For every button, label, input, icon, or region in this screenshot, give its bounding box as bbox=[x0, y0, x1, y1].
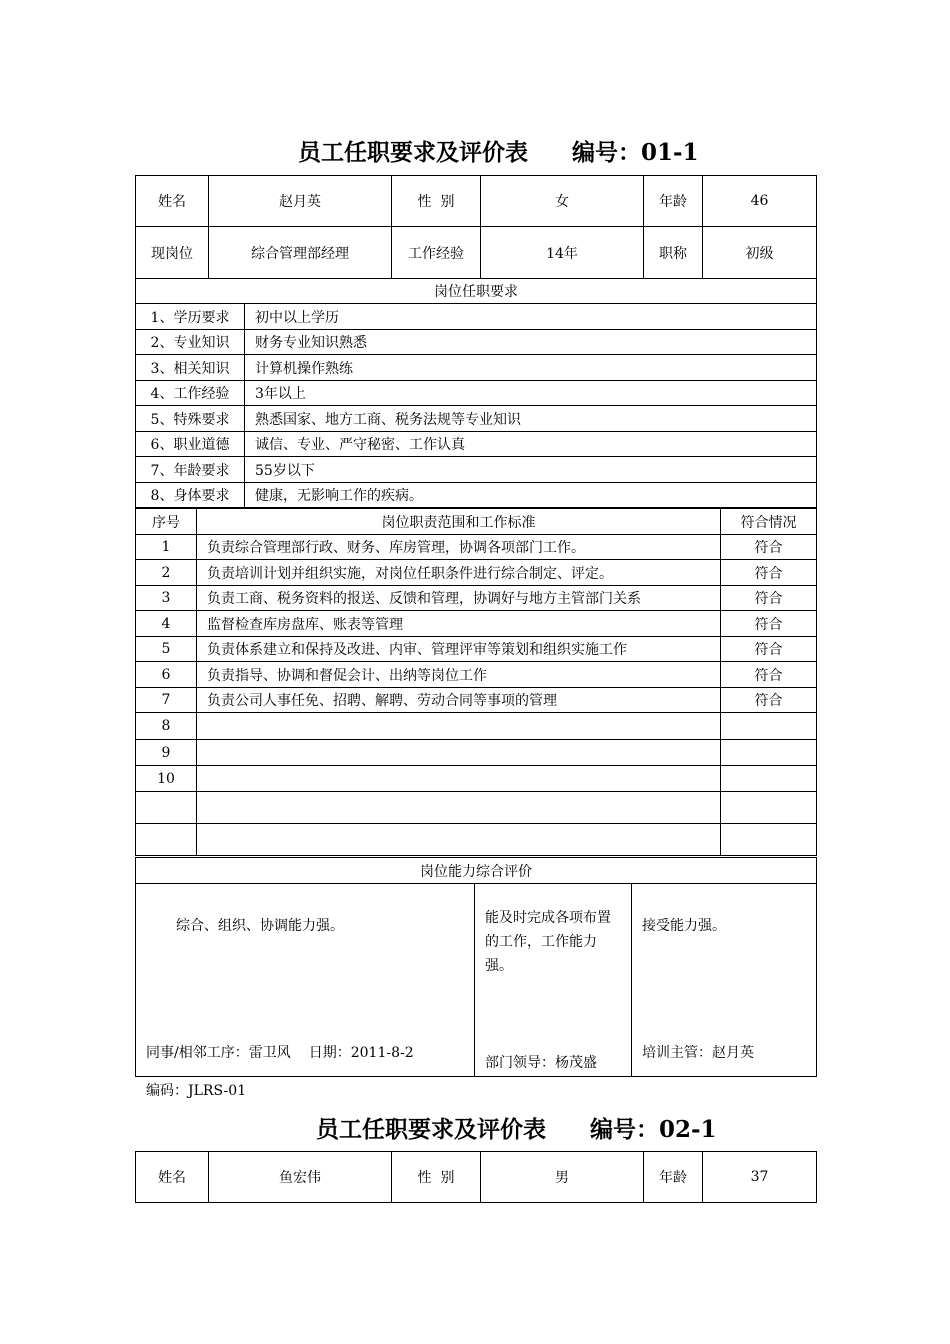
post-value: 综合管理部经理 bbox=[209, 227, 392, 279]
requirement-row bbox=[136, 330, 817, 355]
duty-no: 7 bbox=[136, 688, 197, 713]
duties-table bbox=[135, 508, 817, 856]
requirement-row bbox=[136, 457, 817, 483]
duty-row bbox=[136, 611, 817, 637]
duty-no: 3 bbox=[136, 586, 197, 611]
form1-title: 员工任职要求及评价表 bbox=[298, 139, 528, 166]
requirement-value: 熟悉国家、地方工商、税务法规等专业知识 bbox=[245, 406, 817, 432]
requirement-row bbox=[136, 355, 817, 381]
exp-label: 工作经验 bbox=[392, 227, 481, 279]
duty-text: 负责体系建立和保持及改进、内审、管理评审等策划和组织实施工作 bbox=[197, 637, 721, 662]
duty-row bbox=[136, 637, 817, 662]
duty-status: 符合 bbox=[721, 560, 817, 586]
duty-status: 符合 bbox=[721, 586, 817, 611]
duty-text: 负责综合管理部行政、财务、库房管理，协调各项部门工作。 bbox=[197, 535, 721, 560]
duty-text: 负责指导、协调和督促会计、出纳等岗位工作 bbox=[197, 662, 721, 688]
requirement-label: 5、特殊要求 bbox=[136, 406, 245, 432]
form2-title: 员工任职要求及评价表 bbox=[316, 1116, 546, 1143]
evaluation-title: 岗位能力综合评价 bbox=[136, 858, 817, 884]
empty-cell bbox=[197, 792, 721, 824]
requirement-row bbox=[136, 432, 817, 457]
evaluation-table bbox=[135, 857, 817, 1077]
form1-code: 编号：01-1 bbox=[572, 139, 699, 166]
empty-cell bbox=[136, 824, 197, 856]
duty-row bbox=[136, 688, 817, 713]
leader-evaluation-cell bbox=[475, 884, 632, 1077]
duty-row bbox=[136, 662, 817, 688]
duty-status bbox=[721, 766, 817, 792]
age-label: 年龄 bbox=[644, 176, 703, 227]
duty-no: 1 bbox=[136, 535, 197, 560]
gender-label: 性 别 bbox=[392, 1152, 481, 1203]
empty-cell bbox=[721, 792, 817, 824]
gender-value: 女 bbox=[481, 176, 644, 227]
form2-header-table bbox=[135, 1151, 817, 1203]
requirement-label: 8、身体要求 bbox=[136, 483, 245, 508]
requirement-label: 6、职业道德 bbox=[136, 432, 245, 457]
requirement-row bbox=[136, 406, 817, 432]
form1-title-line bbox=[298, 134, 699, 167]
duty-text bbox=[197, 713, 721, 740]
name-label: 姓名 bbox=[136, 176, 209, 227]
peer-signature: 同事/相邻工序：雷卫风 bbox=[146, 1045, 291, 1061]
duty-row bbox=[136, 535, 817, 560]
form2-code: 编号：02-1 bbox=[590, 1116, 717, 1143]
peer-date: 日期：2011-8-2 bbox=[308, 1045, 414, 1061]
duty-no: 8 bbox=[136, 713, 197, 740]
duty-no: 2 bbox=[136, 560, 197, 586]
name-value: 赵月英 bbox=[209, 176, 392, 227]
duty-no: 5 bbox=[136, 637, 197, 662]
duty-text: 监督检查库房盘库、账表等管理 bbox=[197, 611, 721, 637]
duty-status: 符合 bbox=[721, 535, 817, 560]
requirement-value: 初中以上学历 bbox=[245, 304, 817, 330]
requirement-row bbox=[136, 304, 817, 330]
duty-row bbox=[136, 560, 817, 586]
requirement-row bbox=[136, 381, 817, 406]
leader-comment: 能及时完成各项布置的工作，工作能力强。 bbox=[485, 910, 611, 974]
requirement-row bbox=[136, 483, 817, 508]
requirements-table bbox=[135, 278, 817, 508]
duty-status bbox=[721, 713, 817, 740]
peer-signature-line bbox=[146, 1042, 414, 1062]
requirement-label: 7、年龄要求 bbox=[136, 457, 245, 483]
requirement-value: 55岁以下 bbox=[245, 457, 817, 483]
duty-text bbox=[197, 740, 721, 766]
duty-row bbox=[136, 713, 817, 740]
empty-cell bbox=[197, 824, 721, 856]
duty-text: 负责公司人事任免、招聘、解聘、劳动合同等事项的管理 bbox=[197, 688, 721, 713]
requirement-value: 诚信、专业、严守秘密、工作认真 bbox=[245, 432, 817, 457]
post-label: 现岗位 bbox=[136, 227, 209, 279]
name-value: 鱼宏伟 bbox=[209, 1152, 392, 1203]
empty-cell bbox=[721, 824, 817, 856]
duty-no: 4 bbox=[136, 611, 197, 637]
peer-evaluation-cell bbox=[136, 884, 475, 1077]
leader-signature: 部门领导：杨茂盛 bbox=[485, 1055, 597, 1071]
name-label: 姓名 bbox=[136, 1152, 209, 1203]
gender-label: 性 别 bbox=[392, 176, 481, 227]
gender-value: 男 bbox=[481, 1152, 644, 1203]
duty-header-status: 符合情况 bbox=[721, 509, 817, 535]
age-value: 46 bbox=[703, 176, 817, 227]
requirement-value: 健康，无影响工作的疾病。 bbox=[245, 483, 817, 508]
duty-no: 9 bbox=[136, 740, 197, 766]
peer-comment: 综合、组织、协调能力强。 bbox=[176, 918, 344, 934]
requirement-value: 财务专业知识熟悉 bbox=[245, 330, 817, 355]
empty-cell bbox=[136, 792, 197, 824]
requirement-value: 计算机操作熟练 bbox=[245, 355, 817, 381]
exp-value: 14年 bbox=[481, 227, 644, 279]
duty-row-empty bbox=[136, 792, 817, 824]
duty-row bbox=[136, 766, 817, 792]
duty-no: 6 bbox=[136, 662, 197, 688]
trainer-signature: 培训主管：赵月英 bbox=[642, 1045, 754, 1061]
form2-title-line bbox=[316, 1111, 717, 1144]
age-label: 年龄 bbox=[644, 1152, 703, 1203]
trainer-evaluation-cell bbox=[632, 884, 817, 1077]
duty-status bbox=[721, 740, 817, 766]
duty-row bbox=[136, 586, 817, 611]
requirements-title: 岗位任职要求 bbox=[136, 279, 817, 304]
age-value: 37 bbox=[703, 1152, 817, 1203]
duty-text bbox=[197, 766, 721, 792]
rank-label: 职称 bbox=[644, 227, 703, 279]
requirement-label: 2、专业知识 bbox=[136, 330, 245, 355]
rank-value: 初级 bbox=[703, 227, 817, 279]
requirement-label: 1、学历要求 bbox=[136, 304, 245, 330]
duty-row bbox=[136, 740, 817, 766]
trainer-comment: 接受能力强。 bbox=[642, 918, 726, 934]
duty-header-no: 序号 bbox=[136, 509, 197, 535]
requirement-label: 3、相关知识 bbox=[136, 355, 245, 381]
requirement-label: 4、工作经验 bbox=[136, 381, 245, 406]
duty-text: 负责工商、税务资料的报送、反馈和管理，协调好与地方主管部门关系 bbox=[197, 586, 721, 611]
duty-status: 符合 bbox=[721, 611, 817, 637]
duty-status: 符合 bbox=[721, 688, 817, 713]
footer-code: 编码：JLRS-01 bbox=[146, 1083, 247, 1099]
duty-header-scope: 岗位职责范围和工作标准 bbox=[197, 509, 721, 535]
duty-no: 10 bbox=[136, 766, 197, 792]
form1-header-table bbox=[135, 175, 817, 279]
requirement-value: 3年以上 bbox=[245, 381, 817, 406]
duty-text: 负责培训计划并组织实施，对岗位任职条件进行综合制定、评定。 bbox=[197, 560, 721, 586]
duty-row-empty bbox=[136, 824, 817, 856]
duty-status: 符合 bbox=[721, 637, 817, 662]
duty-status: 符合 bbox=[721, 662, 817, 688]
